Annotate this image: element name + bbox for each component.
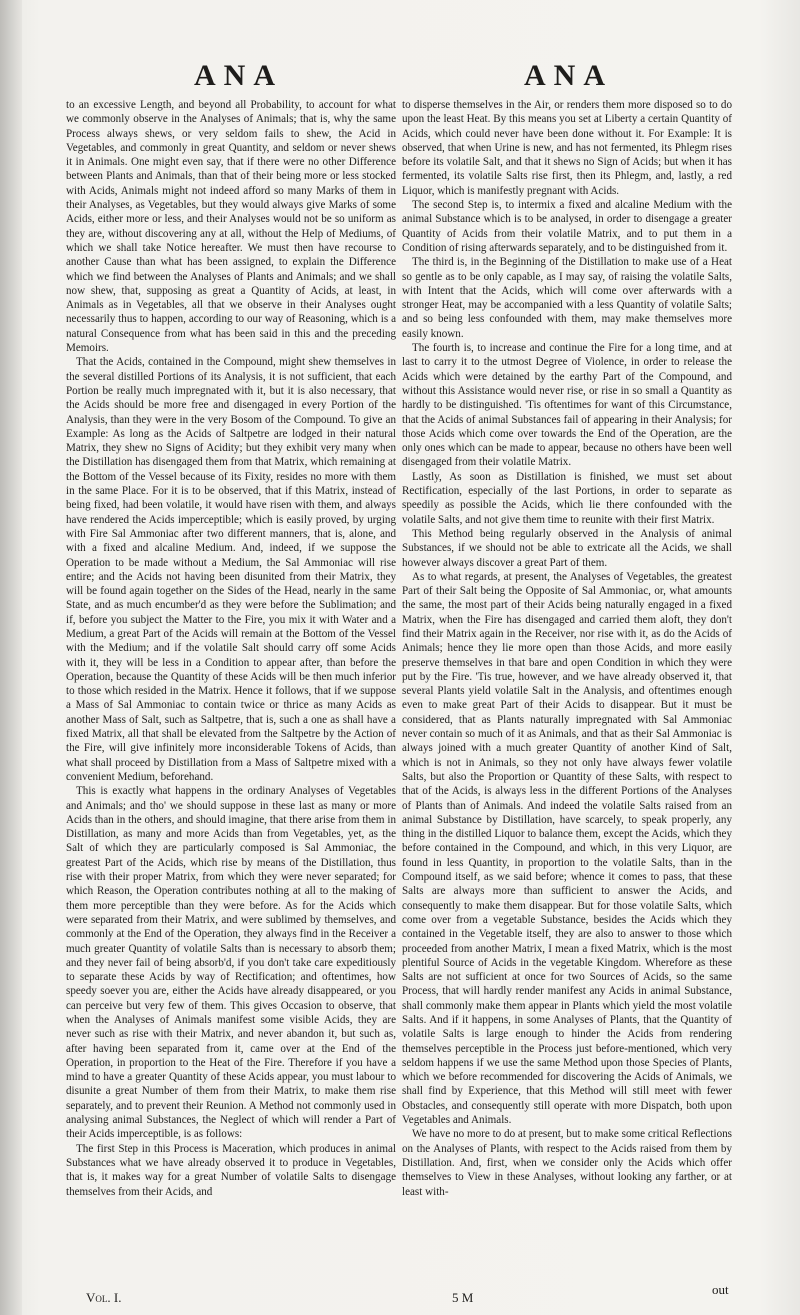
paragraph: The third is, in the Beginning of the Distillation to make use of a Heat so gentle as to be only capable, as I may say, of raising the volatile Salts, with Intent that the Acids, which will come over afterwards with a stronger Heat, may be accompanied with a less Quantity of volatile Salts; and so being less confounded with them, may make themselves more easily known. [402,256,732,340]
paragraph: to an excessive Length, and beyond all Probability, to account for what we commonly observe in the Analyses of Animals; that is, why the same Process always shews, or very seldom fails to shew, the Acid in Vegetables, and commonly in great Quantity, and seldom or never shews it in Animals. One might even say, that if there were no other Difference between Plants and Animals, than that of their being more or less stocked with Acids, Animals might not indeed afford so many Marks of them in their Analyses, as Vegetables, but they would always give Marks of some Acids, either more or less, and their Analyses would not be so uniform as they are, without discovering any at all, without the Help of Mediums, of which we shall take Notice hereafter. We must then have recourse to another Cause than what has been assigned, to explain the Difference which we find between the Analyses of Plants and Animals; and we shall now shew, that, supposing as great a Quantity of Acids, at least, in Animals as in Vegetables, all that we observe in their Analyses ought necessarily thus to happen, according to our way of Reasoning, which is a natural Consequence from what has been said in this and the preceding Memoirs. [66,99,396,355]
paragraph: As to what regards, at present, the Analyses of Vegetables, the greatest Part of their Salt being the Opposite of Sal Ammoniac, or, what amounts the same, the most part of their Acids being naturally engaged in a fixed Matrix, when the Fire has disengaged and carried them aloft, they don't find their Matrix again in the Receiver, nor rise with it, as do the Acids of Animals; hence they lie more open than those Acids, and more easily preserve themselves in that bare and open Condition in which they were put by the Fire. 'Tis true, however, and we have already observed it, that several Plants yield volatile Salt in the Analysis, and oftentimes enough even to make great Part of their Acids to disappear. But it must be considered, that as Plants naturally impregnated with Sal Ammoniac never contain so much of it as Animals, and that as their Sal Ammoniac is always joined with a much greater Quantity of another Kind of Salt, which is not in Animals, so they not only have always fewer volatile Salts, but also the Proportion or Quantity of these Salts, with respect to that of the Acids, is always less in the different Portions of the Analyses of Plants than of Animals. And indeed the volatile Salts raised from an animal Substance by Distillation, have scarcely, to speak properly, any thing in the distilled Liquor to balance them, except the Acids, which they before contained in the Compound, and which, in this very Liquor, are found in less Quantity, in proportion to the volatile Salts, than in the Compound itself, as we said before; whence it comes to pass, that these Salts are always more than sufficient to answer the Acids, and consequently to make them disappear. But for those volatile Salts, which come over from a vegetable Substance, besides the Acids which they contained in the Vegetable itself, they are also to answer to those which proceeded from another Matrix, I mean a fixed Matrix, which is the most plentiful Source of Acids in the vegetable Kingdom. Wherefore as these Salts are not sufficient at once for two Sources of Acids, so the same Process, that will hardly render manifest any Acids in animal Substance, shall commonly make them appear in Plants which yield the most volatile Salts. And if it happens, in some Analyses of Plants, that the Quantity of volatile Salts is large enough to hinder the Acids from rendering themselves perceptible in the Process just before-mentioned, which very seldom happens if we use the same Method upon those Species of Plants, which we before recommended for discovering the Acids of Animals, we shall find by Experience, that this Method will still meet with fewer Obstacles, and consequently still operate with more Dispatch, both upon Vegetables and Animals. [402,570,732,1127]
volume-label: Vol. I. [86,1290,122,1305]
paragraph: The fourth is, to increase and continue the Fire for a long time, and at last to carry it to the utmost Degree of Violence, in order to release the Acids which were detained by the earthy Part of the Compound, and without this Assistance would never rise, or rise in so small a Quantity as hardly to be distinguished. 'Tis oftentimes for want of this Circumstance, that the Acids of animal Substances fail of appearing in their Analysis; for those Acids which come over towards the End of the Operation, are the only ones which can be made to appear, because no others have been well disengaged from their volatile Matrix. [402,342,732,469]
paragraph: That the Acids, contained in the Compound, might shew themselves in the several distilled Portions of its Analysis, it is not sufficient, that each Portion be really much impregnated with it, but it is also necessary, that the Acids should be more free and disengaged in every Portion of the Analysis, than they were in the very Bosom of the Compound. To give an Example: As long as the Acids of Saltpetre are lodged in their natural Matrix, they shew no Signs of Acidity; but they exhibit very many when the Distillation has disengaged them from that Matrix, which remaining at the Bottom of the Vessel because of its Fixity, resides no more with them in the same Place. For it is to be observed, that if this Matrix, instead of being fixed, had been volatile, it would have risen with them, and always have rendered the Acids imperceptible; which is easily proved, by urging with Fire Sal Ammoniac after two different manners, that is, alone, and with a fixed and alcaline Medium. And, indeed, if we suppose the Operation to be made without a Medium, the Sal Ammoniac will rise entire; and the Acids not having been disunited from their Matrix, they will be found again together on the Sides of the Head, nearly in the same State, and as much encumber'd as they were before the Sublimation; and if, before you subject the Matter to the Fire, you mix it with Water and a Medium, a great Part of the Acids will remain at the Bottom of the Vessel with the Medium; and if the volatile Salt should carry off some Acids with it, they will be less in a Condition to appear after, than before the Operation, because the Quantity of these Acids will be then much inferior to those which resided in the Matrix. Hence it follows, that if we suppose a Mass of Sal Ammoniac to contain twice or thrice as many Acids as another Mass of Salt, such as Saltpetre, that is, such a one as shall have a fixed Matrix, all that shall be elevated from the Saltpetre by the Action of the Fire, will give infinitely more inconsiderable Tokens of Acids, than what shall proceed by Distillation from a Mass of Saltpetre mixed with a convenient Medium, beforehand. [66,356,396,783]
running-head-right: ANA [524,59,613,92]
paragraph: The second Step is, to intermix a fixed and alcaline Medium with the animal Substance which is to be analysed, in order to disengage a greater Quantity of Acids from their volatile Matrix, and to put them in a Condition of rising afterwards separately, and to be distinguished from it. [402,199,732,254]
paragraph: The first Step in this Process is Maceration, which produces in animal Substances what we have already observed it to produce in Vegetables, that is, it makes way for a great Number of volatile Salts to disengage themselves from their Acids, and [66,1142,396,1198]
paragraph: This is exactly what happens in the ordinary Analyses of Vegetables and Animals; and tho' we should suppose in these last as many or more Acids than in the others, and should imagine, that there arise from them in Distillation, as many and more Acids than from Vegetables, yet, as the Salt of which they are particularly composed is Sal Ammoniac, the greatest Part of the Acids, which rise by means of the Distillation, thus rise with their proper Matrix, from which they were never separated; for which Reason, the Operation contributes nothing at all to the making of them more perceptible than they were before. As for the Acids which were separated from their Matrix, and were sublimed by themselves, and commonly at the End of the Operation, they always find in the Receiver a much greater Quantity of volatile Salts than is necessary to absorb them; and they never fail of being absorb'd, if you don't take care expeditiously to separate these Acids by way of Rectification; and oftentimes, how speedy soever you are, either the Acids have already disappeared, or you can perceive but very few of them. This gives Occasion to observe, that when the Analyses of Animals manifest some visible Acids, they are never such as rise with their Matrix, and never abandon it, but such as, after having been separated from it, came over at the End of the Operation, in proportion to the Heat of the Fire. Therefore if you have a mind to have a greater Quantity of these Acids appear, you must labour to disunite a great Number of them from their Matrix, to make them rise separately, and to prevent their Reunion. A Method not commonly used in analysing animal Substances, the Neglect of which will render a Part of their Acids imperceptible, is as follows: [66,785,396,1141]
running-head-left: ANA [194,59,283,92]
catchword: out [712,1282,729,1297]
page-spine-shadow [0,0,22,1315]
paragraph: Lastly, As soon as Distillation is finished, we must set about Rectification, especially of the last Portions, in order to separate as speedily as possible the Acids, which lie there confounded with the volatile Salts, and not give them time to reunite with their first Matrix. [402,470,732,526]
paragraph: to disperse themselves in the Air, or renders them more disposed so to do upon the least Heat. By this means you set at Liberty a certain Quantity of Acids, which could never have been done without it. For Example: It is observed, that when Urine is new, and has not fermented, its Phlegm rises before its volatile Salt, and that it shews no Sign of Acids; but when it has fermented, its volatile Salts rise first, then its Phlegm, and, lastly, a red Liquor, which is manifestly pregnant with Acids. [402,99,732,197]
left-column [66,98,396,1268]
paragraph: We have no more to do at present, but to make some critical Reflections on the Analyses of Plants, with respect to the Acids raised from them by Distillation. And, first, when we consider only the Acids which offer themselves to View in these Analyses, without looking any farther, or at least with- [402,1128,732,1198]
signature-mark: 5 M [452,1290,474,1305]
paragraph: This Method being regularly observed in the Analysis of animal Substances, if we should not be able to extricate all the Acids, we shall however always discover a great Part of them. [402,527,732,569]
right-column [402,98,732,1268]
